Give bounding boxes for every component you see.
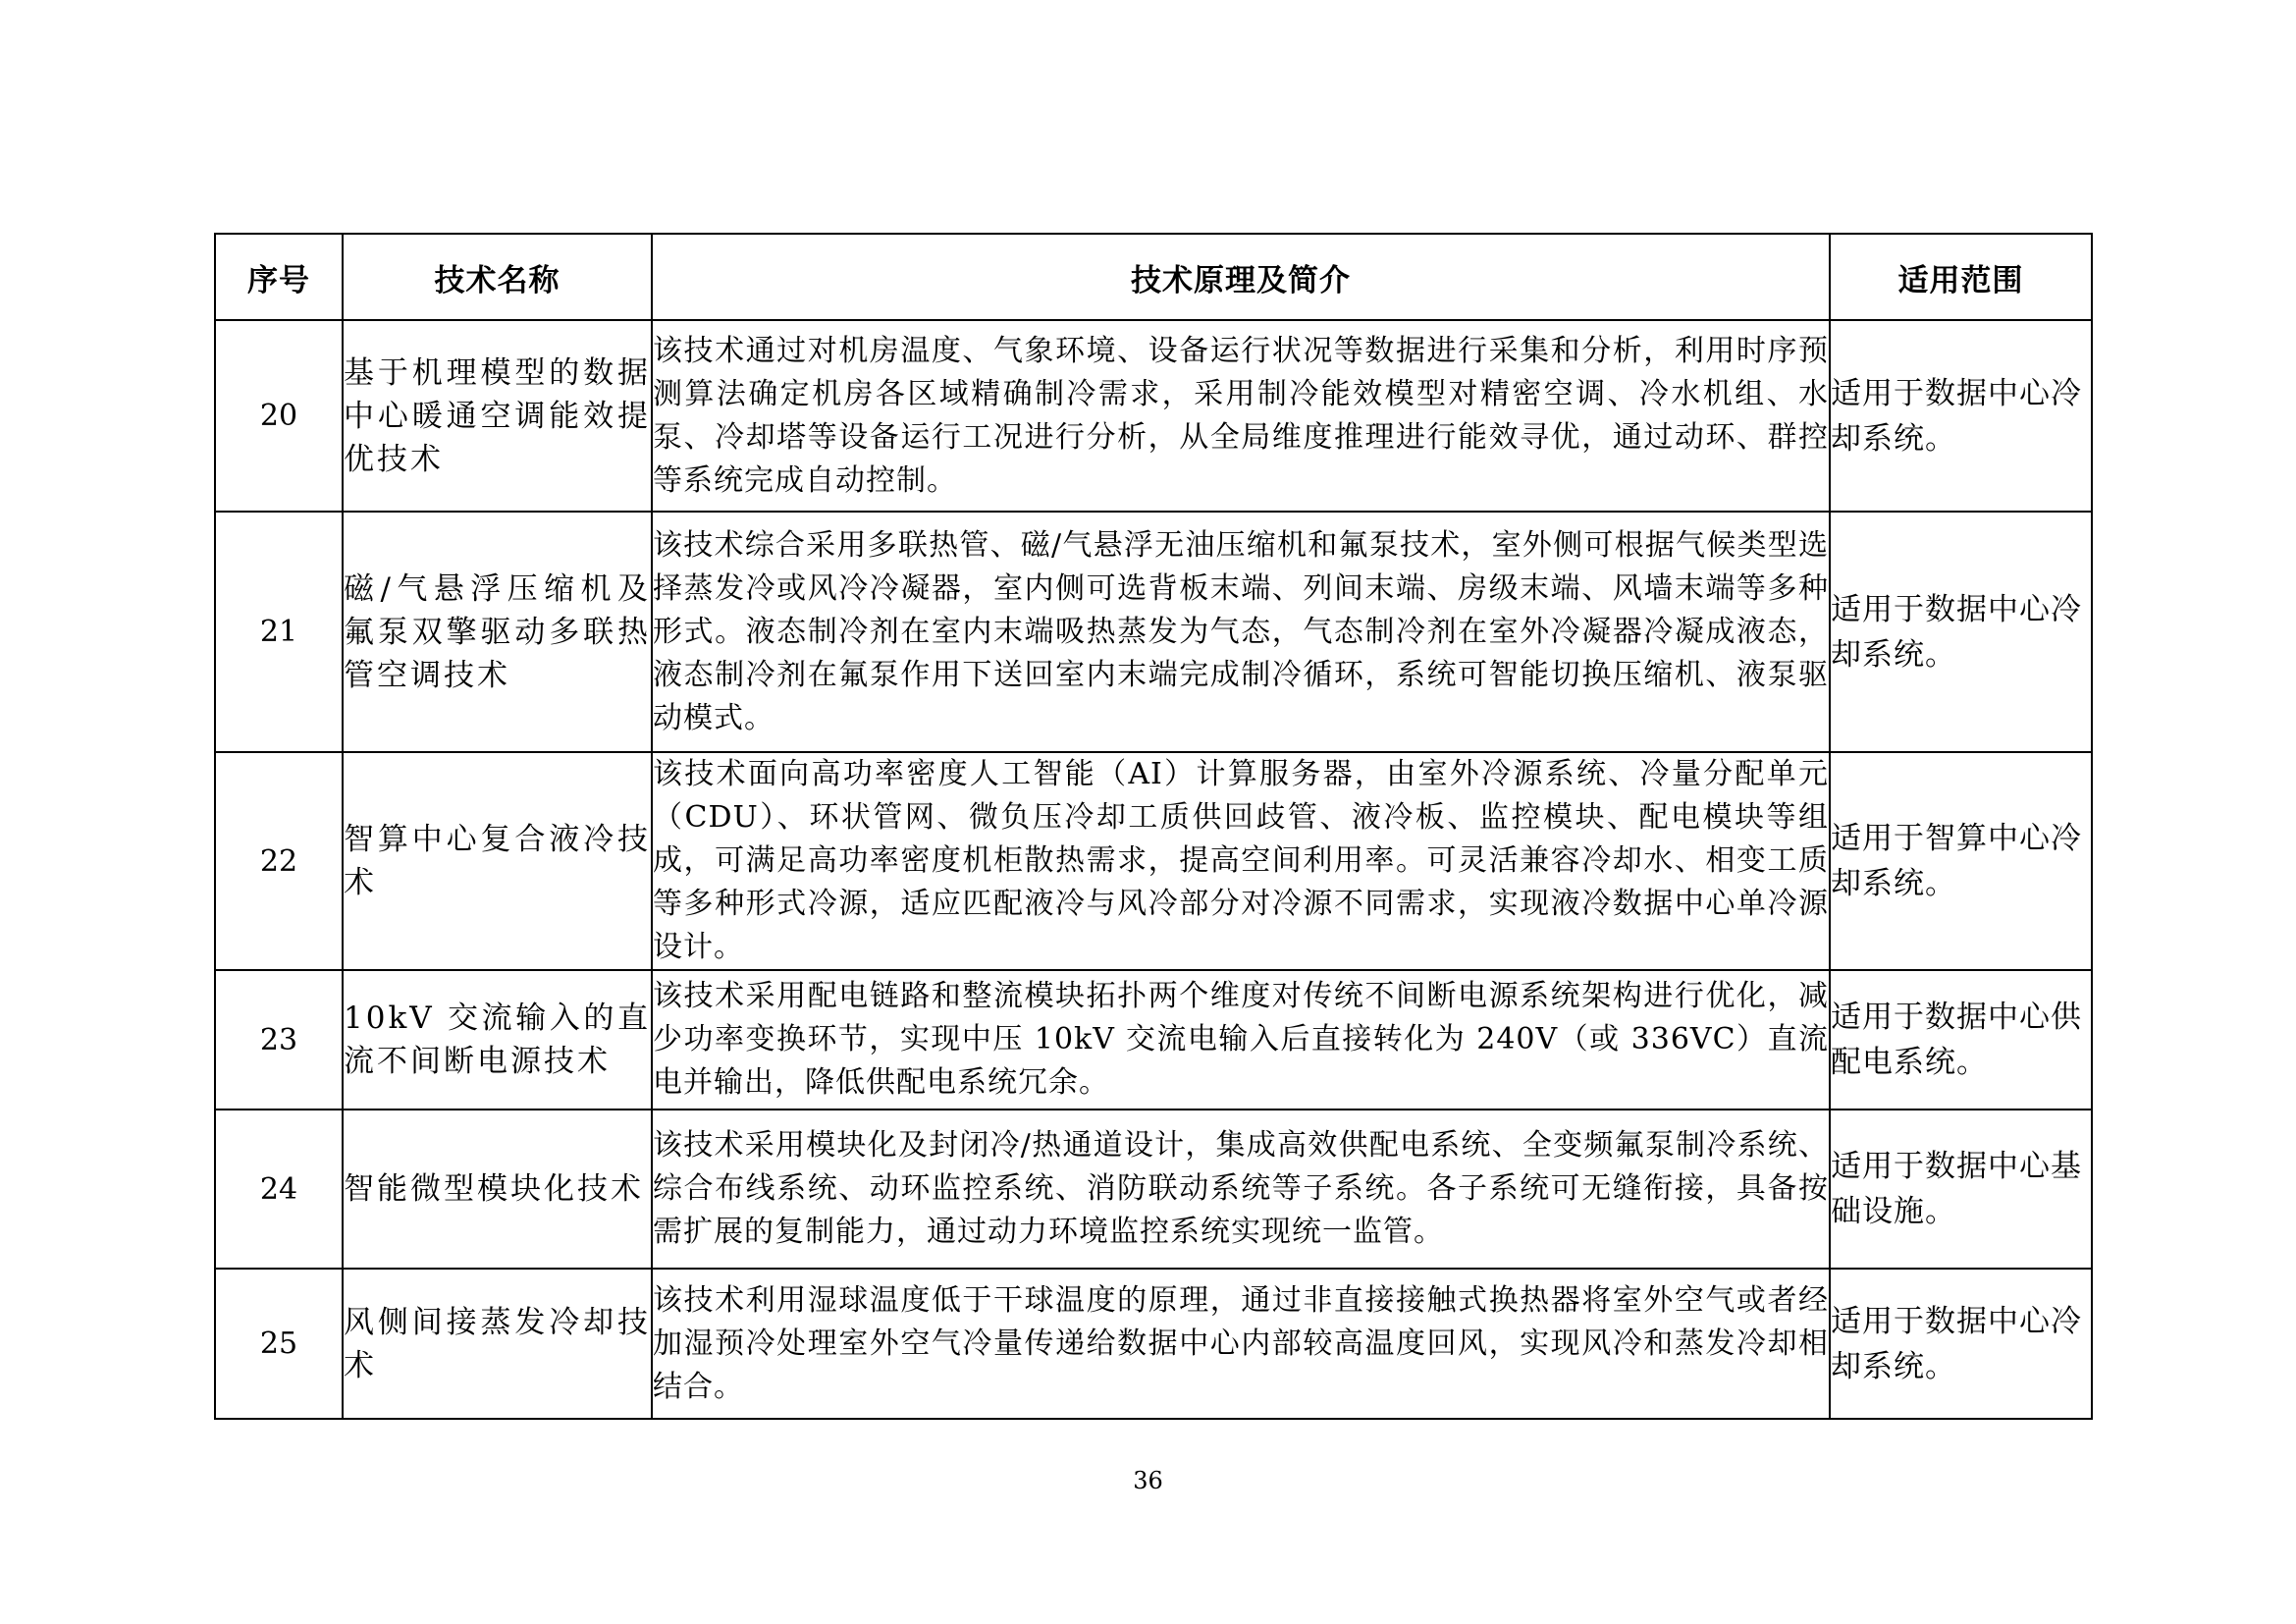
application-scope: 适用于智算中心冷却系统。 xyxy=(1830,752,2092,970)
table-header-row xyxy=(215,234,2092,320)
table-row xyxy=(215,970,2092,1110)
header-serial-number: 序号 xyxy=(215,234,343,320)
row-number: 21 xyxy=(215,512,343,752)
application-scope: 适用于数据中心冷却系统。 xyxy=(1830,1269,2092,1419)
technology-description: 该技术采用模块化及封闭冷/热通道设计，集成高效供配电系统、全变频氟泵制冷系统、综合布线系统、动环监控系统、消防联动系统等子系统。各子系统可无缝衔接，具备按需扩展的复制能力，通过动力环境监控系统实现统一监管。 xyxy=(652,1110,1830,1269)
application-scope: 适用于数据中心基础设施。 xyxy=(1830,1110,2092,1269)
technology-name: 风侧间接蒸发冷却技术 xyxy=(343,1269,652,1419)
table-row xyxy=(215,1269,2092,1419)
technology-description: 该技术采用配电链路和整流模块拓扑两个维度对传统不间断电源系统架构进行优化，减少功率变换环节，实现中压 10kV 交流电输入后直接转化为 240V（或 336VC）直流电并输出，降低供配电系统冗余。 xyxy=(652,970,1830,1110)
header-application-scope: 适用范围 xyxy=(1830,234,2092,320)
table-row xyxy=(215,1110,2092,1269)
application-scope: 适用于数据中心冷却系统。 xyxy=(1830,512,2092,752)
technology-name: 基于机理模型的数据中心暖通空调能效提优技术 xyxy=(343,320,652,512)
header-technology-principle: 技术原理及简介 xyxy=(652,234,1830,320)
table-row xyxy=(215,320,2092,512)
technology-description: 该技术面向高功率密度人工智能（AI）计算服务器，由室外冷源系统、冷量分配单元（CDU）、环状管网、微负压冷却工质供回歧管、液冷板、监控模块、配电模块等组成，可满足高功率密度机柜散热需求，提高空间利用率。可灵活兼容冷却水、相变工质等多种形式冷源，适应匹配液冷与风冷部分对冷源不同需求，实现液冷数据中心单冷源设计。 xyxy=(652,752,1830,970)
page-number: 36 xyxy=(1133,1467,1163,1494)
technology-description: 该技术通过对机房温度、气象环境、设备运行状况等数据进行采集和分析，利用时序预测算法确定机房各区域精确制冷需求，采用制冷能效模型对精密空调、冷水机组、水泵、冷却塔等设备运行工况进行分析，从全局维度推理进行能效寻优，通过动环、群控等系统完成自动控制。 xyxy=(652,320,1830,512)
table-row xyxy=(215,512,2092,752)
row-number: 23 xyxy=(215,970,343,1110)
technology-name: 智算中心复合液冷技术 xyxy=(343,752,652,970)
row-number: 22 xyxy=(215,752,343,970)
technology-description: 该技术综合采用多联热管、磁/气悬浮无油压缩机和氟泵技术，室外侧可根据气候类型选择蒸发冷或风冷冷凝器，室内侧可选背板末端、列间末端、房级末端、风墙末端等多种形式。液态制冷剂在室内末端吸热蒸发为气态，气态制冷剂在室外冷凝器冷凝成液态，液态制冷剂在氟泵作用下送回室内末端完成制冷循环，系统可智能切换压缩机、液泵驱动模式。 xyxy=(652,512,1830,752)
header-technology-name: 技术名称 xyxy=(343,234,652,320)
table-row xyxy=(215,752,2092,970)
technology-name: 智能微型模块化技术 xyxy=(343,1110,652,1269)
technology-name: 10kV 交流输入的直流不间断电源技术 xyxy=(343,970,652,1110)
technology-description: 该技术利用湿球温度低于干球温度的原理，通过非直接接触式换热器将室外空气或者经加湿预冷处理室外空气冷量传递给数据中心内部较高温度回风，实现风冷和蒸发冷却相结合。 xyxy=(652,1269,1830,1419)
row-number: 25 xyxy=(215,1269,343,1419)
application-scope: 适用于数据中心冷却系统。 xyxy=(1830,320,2092,512)
application-scope: 适用于数据中心供配电系统。 xyxy=(1830,970,2092,1110)
row-number: 20 xyxy=(215,320,343,512)
technology-table xyxy=(214,233,2093,1420)
technology-name: 磁/气悬浮压缩机及氟泵双擎驱动多联热管空调技术 xyxy=(343,512,652,752)
row-number: 24 xyxy=(215,1110,343,1269)
